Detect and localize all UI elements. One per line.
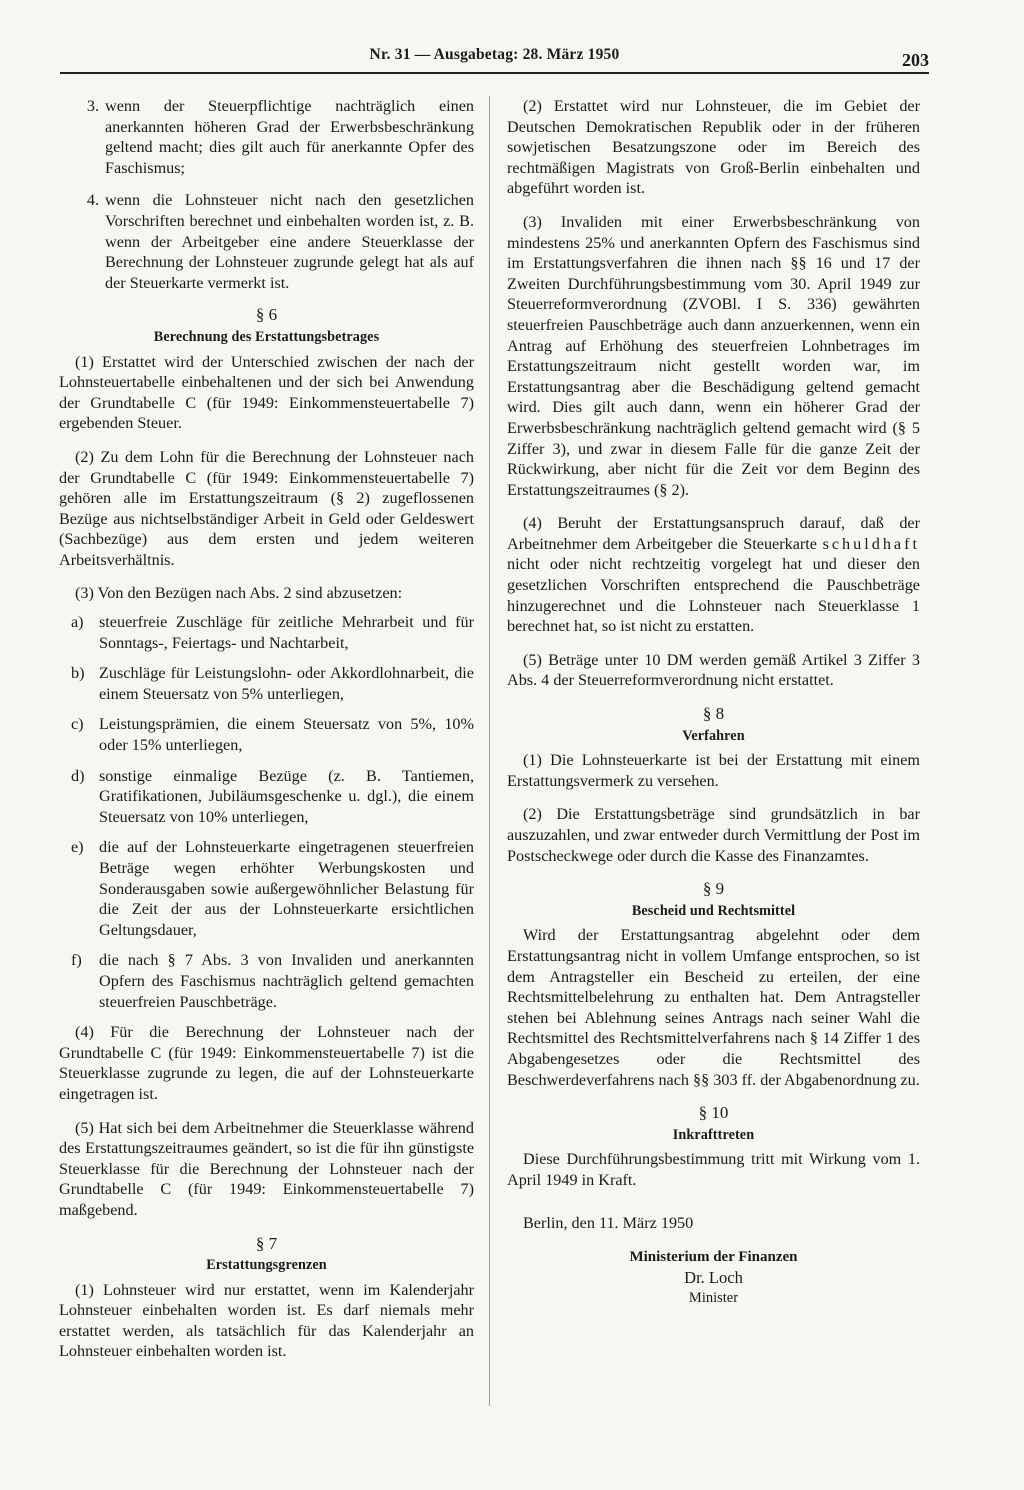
item-label: 4. bbox=[86, 191, 99, 210]
section-7-sign: § 7 bbox=[255, 1233, 278, 1253]
section-8-title: Verfahren bbox=[682, 727, 745, 744]
section-6-paragraph-5: (5) Hat sich bei dem Arbeitnehmer die Steuerklasse während des Erstattungszeitraumes geändert, so ist die für ihn günstigste Steuerklasse für die Berechnung der Lohnsteuer nach der Grundtabelle C (für 1949: Einkommensteuertabelle 7) maßgebend. bbox=[59, 1118, 474, 1219]
section-7-paragraph-3: (3) Invaliden mit einer Erwerbsbeschränkung von mindestens 25% und anerkannten Opfern des Faschismus sind im Erstattungsverfahren die ihnen nach §§ 16 und 17 der Zweiten Durchführungsbestimmung vom 30. April 1949 zur Steuerreformverordnung (ZVOBl. I S. 336) gewährten steuerfreien Pauschbeträge auch dann anzuerkennen, wenn ein Antrag auf Erhöhung des steuerfreien Lohnbetrages im Erstattungszeitraum nicht gestellt worden war, im Erstattungsantrag aber die Beschädigung geltend gemacht wird. Dies gilt auch dann, wenn ein höherer Grad der Erwerbsbeschränkung nachträglich geltend gemacht wird (§ 5 Ziffer 3), und zwar in diesem Falle für die ganze Zeit der Rückwirkung, aber nicht für die Zeit vor dem Beginn des Erstattungszeitraumes (§ 2). bbox=[507, 212, 920, 499]
section-7-paragraph-2: (2) Erstattet wird nur Lohnsteuer, die im Gebiet der Deutschen Demokratischen Republik oder in der früheren sowjetischen Besatzungszone oder im Bereich des rechtmäßigen Magistrats von Groß-Berlin einbehalten und abgeführt worden ist. bbox=[507, 97, 920, 198]
section-7-title: Erstattungsgrenzen bbox=[206, 1257, 327, 1274]
section-6-paragraph-4: (4) Für die Berechnung der Lohnsteuer nach der Grundtabelle C (für 1949: Einkommensteuertabelle 7) ist die Steuerklasse zugrunde zu legen, die auf der Lohnsteuerkarte eingetragen ist. bbox=[59, 1023, 474, 1103]
sub-item-text: Zuschläge für Leistungslohn- oder Akkordlohnarbeit, die einem Steuersatz von 5% unterliegen, bbox=[99, 664, 474, 703]
section-8-paragraph-2: (2) Die Erstattungsbeträge sind grundsätzlich in bar auszuzahlen, und zwar entweder durch Vermittlung der Post im Postscheckwege oder durch die Kasse des Finanzamtes. bbox=[507, 805, 920, 865]
left-column bbox=[59, 96, 474, 1375]
section-9-sign: § 9 bbox=[702, 879, 725, 899]
section-6-paragraph-3: (3) Von den Bezügen nach Abs. 2 sind abzusetzen: bbox=[75, 584, 403, 603]
sub-item-label: e) bbox=[71, 838, 84, 857]
item-text: wenn die Lohnsteuer nicht nach den gesetzlichen Vorschriften berechnet und einbehalten worden ist, z. B. wenn der Arbeitgeber eine andere Steuerklasse der Berechnung der Lohnsteuer zugrunde gelegt hat als auf der Steuerkarte vermerkt ist. bbox=[105, 191, 474, 292]
section-7-paragraph-5: (5) Beträge unter 10 DM werden gemäß Artikel 3 Ziffer 3 Abs. 4 der Steuerreformverordnung nicht erstattet. bbox=[507, 650, 920, 690]
sub-item-text: Leistungsprämien, die einem Steuersatz von 5%, 10% oder 15% unterliegen, bbox=[99, 715, 474, 755]
ministry-name: Ministerium der Finanzen bbox=[629, 1249, 798, 1266]
sub-item-label: a) bbox=[71, 613, 84, 632]
sub-item-f bbox=[59, 950, 474, 1012]
section-8-paragraph-1: (1) Die Lohnsteuerkarte ist bei der Erstattung mit einem Erstattungsvermerk zu versehen. bbox=[507, 751, 920, 790]
sub-item-a bbox=[59, 612, 474, 653]
sub-item-label: d) bbox=[71, 766, 85, 785]
section-6-paragraph-1: (1) Erstattet wird der Unterschied zwischen der nach der Lohnsteuertabelle einbehaltenen und der sich bei Anwendung der Grundtabelle C (für 1949: Einkommensteuertabelle 7) ergebenden Steuer. bbox=[59, 352, 474, 433]
sub-item-label: f) bbox=[71, 951, 82, 970]
section-10-title: Inkrafttreten bbox=[672, 1126, 755, 1143]
sub-item-e bbox=[59, 837, 474, 940]
section-7-paragraph-1: (1) Lohnsteuer wird nur erstattet, wenn im Kalenderjahr Lohnsteuer einbehalten worden ist. Es darf niemals mehr erstattet werden, als tatsächlich für das Kalenderjahr an Lohnsteuer einbehalten worden ist. bbox=[59, 1280, 474, 1361]
section-6-paragraph-2: (2) Zu dem Lohn für die Berechnung der Lohnsteuer nach der Grundtabelle C (für 1949: Einkommensteuertabelle 7) gehören alle im Erstattungszeitraum (§ 2) zugeflossenen Bezüge aus nichtselbständiger Arbeit in Geld oder Geldeswert (Sachbezüge) aus dem ersten und jedem weiteren Arbeitsverhältnis. bbox=[59, 447, 474, 569]
item-text: wenn der Steuerpflichtige nachträglich einen anerkannten höheren Grad der Erwerbsbeschränkung geltend macht; dies gilt auch für anerkannte Opfer des Faschismus; bbox=[105, 97, 474, 177]
signatory-role: Minister bbox=[688, 1290, 739, 1307]
section-10-sign: § 10 bbox=[698, 1103, 729, 1123]
section-8-sign: § 8 bbox=[702, 704, 725, 724]
section-7-paragraph-4 bbox=[507, 513, 920, 637]
paragraph-4-start: (4) Beruht der Erstattungsanspruch darauf, daß der Arbeitnehmer dem Arbeitgeber die Steuerkarte bbox=[507, 514, 920, 553]
sub-item-label: c) bbox=[71, 715, 84, 734]
paragraph-4-end: nicht oder nicht rechtzeitig vorgelegt hat und dieser den gesetzlichen Vorschriften entsprechend die Pauschbeträge hinzugerechnet und die Lohnsteuer nach Steuerklasse 1 berechnet hat, so ist nicht zu erstatten. bbox=[507, 555, 920, 636]
signatory-name: Dr. Loch bbox=[684, 1267, 743, 1287]
sub-item-b bbox=[59, 663, 474, 704]
section-10-paragraph-1: Diese Durchführungsbestimmung tritt mit Wirkung vom 1. April 1949 in Kraft. bbox=[507, 1150, 920, 1189]
sub-item-text: die auf der Lohnsteuerkarte eingetragenen steuerfreien Beträge wegen erhöhter Werbungskosten und Sonderausgaben sowie außergewöhnlicher Belastung für die Zeit der aus der Lohnsteuerkarte ersichtlichen Geltungsdauer, bbox=[99, 838, 474, 939]
issue-line: Nr. 31 — Ausgabetag: 28. März 1950 bbox=[369, 46, 620, 63]
emphasis-schuldhaft: schuldhaft bbox=[822, 534, 921, 553]
right-column bbox=[507, 96, 920, 1309]
sub-item-d bbox=[59, 766, 474, 828]
page-header bbox=[60, 44, 929, 74]
section-6-sign: § 6 bbox=[255, 305, 278, 325]
sub-item-text: sonstige einmalige Bezüge (z. B. Tantiemen, Gratifikationen, Jubiläumsgeschenke u. dgl.), die einem Steuersatz von 10% unterliegen, bbox=[99, 766, 474, 826]
list-item bbox=[59, 96, 474, 178]
sub-item-label: b) bbox=[71, 664, 85, 683]
item-label: 3. bbox=[86, 97, 99, 115]
page-number: 203 bbox=[902, 50, 929, 70]
section-6-title: Berechnung des Erstattungsbetrages bbox=[153, 328, 380, 345]
section-9-paragraph-1: Wird der Erstattungsantrag abgelehnt oder dem Erstattungsantrag nicht in vollem Umfange entsprochen, so ist dem Antragsteller ein Bescheid zu erteilen, der eine Rechtsmittelbelehrung zu enthalten hat. Dem Antragsteller stehen bei Ablehnung seines Antrags nach seiner Wahl die Rechtsmittel des Rechtsmittelverfahrens nach § 14 Ziffer 1 des Abgabengesetzes oder die Rechtsmittel des Beschwerdeverfahrens nach §§ 303 ff. der Abgabenordnung zu. bbox=[507, 926, 920, 1089]
section-9-title: Bescheid und Rechtsmittel bbox=[631, 902, 796, 919]
list-item bbox=[59, 190, 474, 293]
sub-item-c bbox=[59, 714, 474, 755]
signature-block bbox=[507, 1247, 920, 1309]
sub-item-text: steuerfreie Zuschläge für zeitliche Mehrarbeit und für Sonntags-, Feiertags- und Nachtarbeit, bbox=[99, 613, 474, 652]
place-date: Berlin, den 11. März 1950 bbox=[523, 1213, 694, 1232]
column-divider bbox=[489, 96, 490, 1406]
sub-item-text: die nach § 7 Abs. 3 von Invaliden und anerkannten Opfern des Faschismus nachträglich geltend gemachten steuerfreien Pauschbeträge. bbox=[99, 951, 474, 1011]
